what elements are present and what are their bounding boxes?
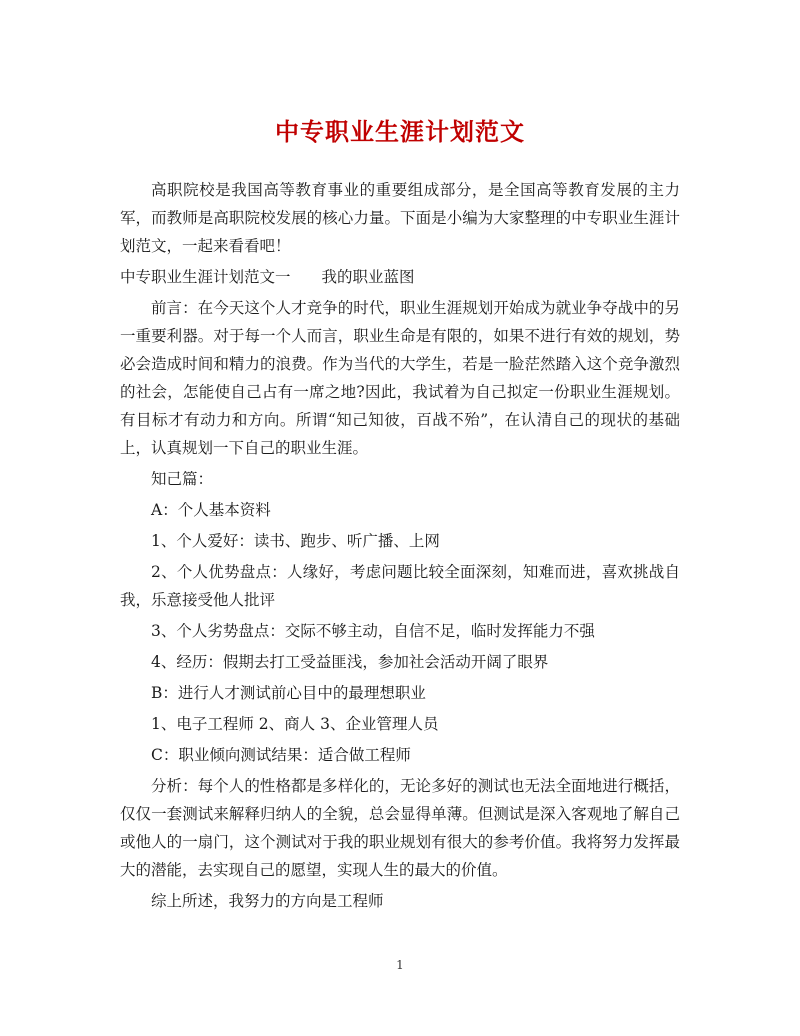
page-number: 1 (396, 958, 404, 972)
section-heading: 中专职业生涯计划范文一 我的职业蓝图 (120, 268, 415, 286)
experience-item: 4、经历：假期去打工受益匪浅，参加社会活动开阔了眼界 (151, 653, 549, 671)
strengths-item: 2、个人优势盘点：人缘好，考虑问题比较全面深刻，知难而进，喜欢挑战自我，乐意接受他人批评 (120, 563, 680, 609)
test-result-item: C：职业倾向测试结果：适合做工程师 (151, 746, 411, 764)
document-title: 中专职业生涯计划范文 (275, 117, 525, 146)
personal-info-heading: A：个人基本资料 (151, 501, 271, 519)
conclusion-paragraph: 综上所述，我努力的方向是工程师 (151, 892, 384, 910)
ideal-career-list: 1、电子工程师 2、商人 3、企业管理人员 (151, 715, 439, 733)
hobbies-item: 1、个人爱好：读书、跑步、听广播、上网 (151, 532, 440, 550)
self-knowledge-heading: 知己篇： (151, 470, 214, 488)
weaknesses-item: 3、个人劣势盘点：交际不够主动，自信不足，临时发挥能力不强 (151, 622, 595, 640)
document-body (120, 176, 680, 915)
ideal-career-heading: B：进行人才测试前心目中的最理想职业 (151, 684, 426, 702)
analysis-paragraph: 分析：每个人的性格都是多样化的，无论多好的测试也无法全面地进行概括，仅仅一套测试来解释归纳人的全貌，总会显得单薄。但测试是深入客观地了解自己或他人的一扇门，这个测试对于我的职业规划有很大的参考价值。我将努力发挥最大的潜能，去实现自己的愿望，实现人生的最大的价值。 (120, 777, 680, 879)
preface-paragraph: 前言：在今天这个人才竞争的时代，职业生涯规划开始成为就业争夺战中的另一重要利器。对于每一个人而言，职业生命是有限的，如果不进行有效的规划，势必会造成时间和精力的浪费。作为当代的大学生，若是一脸茫然踏入这个竞争激烈的社会，怎能使自己占有一席之地?因此，我试着为自己拟定一份职业生涯规划。有目标才有动力和方向。所谓“知己知彼，百战不殆”，在认清自己的现状的基础上，认真规划一下自己的职业生涯。 (120, 299, 680, 457)
intro-paragraph: 高职院校是我国高等教育事业的重要组成部分，是全国高等教育发展的主力军，而教师是高职院校发展的核心力量。下面是小编为大家整理的中专职业生涯计划范文，一起来看看吧！ (120, 181, 680, 255)
